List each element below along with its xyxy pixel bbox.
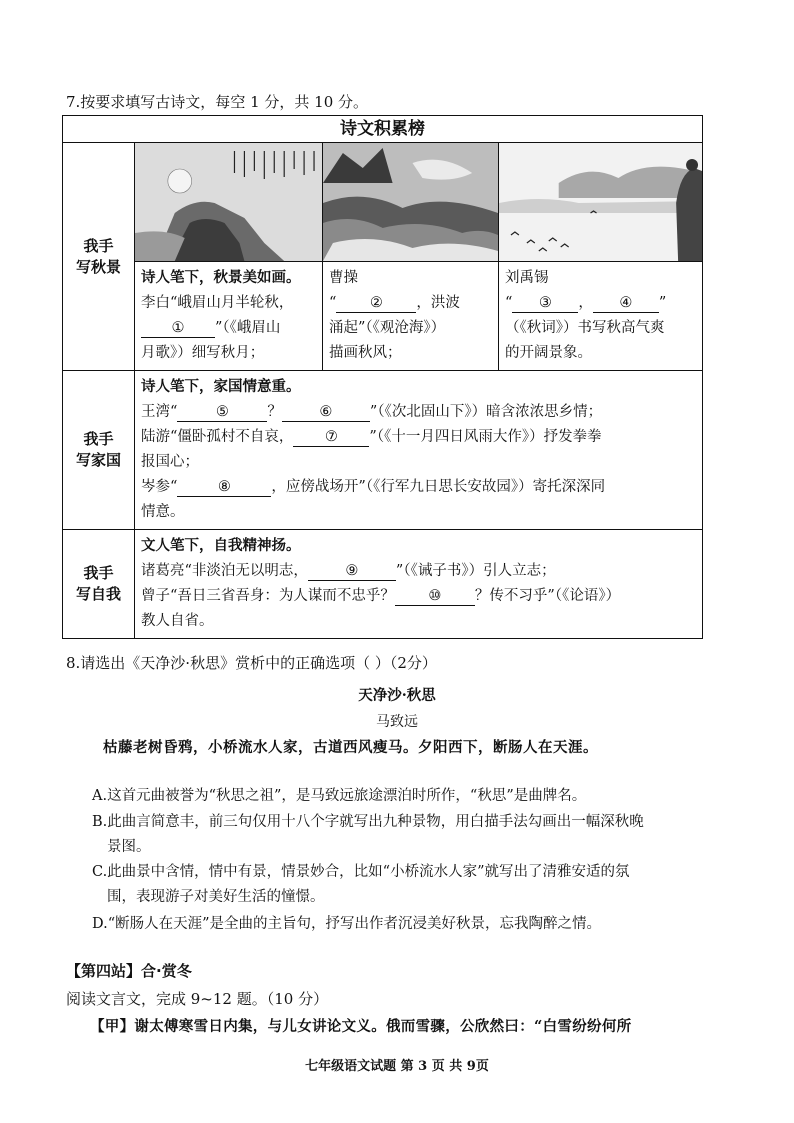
blank-10[interactable]: ⑩ <box>395 587 475 606</box>
poem-author: 马致远 <box>376 714 418 730</box>
autumn-cell-liuyuxi: 刘禹锡 “ ③ ， ④ ” （《秋词》）书写秋高气爽 的开阔景象。 <box>499 262 703 371</box>
option-d[interactable]: D.“断肠人在天涯”是全曲的主旨句，抒写出作者沉浸美好秋景，忘我陶醉之情。 <box>92 916 602 932</box>
row-label-country: 我手 写家国 <box>63 371 135 530</box>
blank-8[interactable]: ⑧ <box>177 478 271 497</box>
row-label-self: 我手 写自我 <box>63 530 135 639</box>
question-7-title: 7.按要求填写古诗文，每空 1 分，共 10 分。 <box>66 93 369 111</box>
blank-3[interactable]: ③ <box>512 294 578 313</box>
section-4-title: 【第四站】合·赏冬 <box>66 962 192 980</box>
option-c[interactable]: C.此曲景中含情，情中有景，情景妙合，比如“小桥流水人家”就写出了清雅安适的氛 围，表现游子对美好生活的憧憬。 <box>92 864 630 905</box>
table-header: 诗文积累榜 <box>63 116 703 143</box>
option-b[interactable]: B.此曲言简意丰，前三句仅用十八个字就写出九种景物，用白描手法勾画出一幅深秋晚 景图。 <box>92 814 644 855</box>
blank-1[interactable]: ① <box>141 319 215 338</box>
page-footer: 七年级语文试题 第 3 页 共 9页 <box>305 1059 489 1074</box>
self-cell: 文人笔下，自我精神扬。 诸葛亮“非淡泊无以明志， ⑨ ”（《诫子书》）引人立志； 曾子“吾日三省吾身：为人谋而不忠乎？ ⑩ ？传不习乎”（《论语》） 教人自省。 <box>135 530 703 639</box>
country-cell: 诗人笔下，家国情意重。 王湾“ ⑤ ？ ⑥ ”（《次北固山下》）暗含浓浓思乡情； 陆游“僵卧孤村不自哀， ⑦ ”（《十一月四日风雨大作》）抒发拳拳 报国心； 岑参“ ⑧ ，应傍战场开”（《行军九日思长安故园》）寄托深深同 情意。 <box>135 371 703 530</box>
blank-4[interactable]: ④ <box>593 294 659 313</box>
blank-6[interactable]: ⑥ <box>282 403 370 422</box>
blank-7[interactable]: ⑦ <box>293 428 369 447</box>
option-a[interactable]: A.这首元曲被誉为“秋思之祖”，是马致远旅途漂泊时所作，“秋思”是曲牌名。 <box>92 788 587 804</box>
poetry-table <box>62 115 703 639</box>
painting-moon-mountain <box>135 143 323 262</box>
autumn-cell-caocao: 曹操 “ ② ，洪波 涌起”（《观沧海》） 描画秋风； <box>323 262 499 371</box>
poem-text: 枯藤老树昏鸦，小桥流水人家，古道西风瘦马。夕阳西下，断肠人在天涯。 <box>103 739 598 756</box>
blank-5[interactable]: ⑤ <box>177 403 267 422</box>
painting-cranes-sky <box>499 143 703 262</box>
passage-jia: 【甲】谢太傅寒雪日内集，与儿女讲论文义。俄而雪骤，公欣然曰：“白雪纷纷何所 <box>90 1018 632 1035</box>
poem-title: 天净沙·秋思 <box>358 687 436 704</box>
reading-instruction: 阅读文言文，完成 9~12 题。（10 分） <box>66 990 329 1008</box>
blank-9[interactable]: ⑨ <box>308 562 396 581</box>
blank-2[interactable]: ② <box>336 294 416 313</box>
question-8-title: 8.请选出《天净沙·秋思》赏析中的正确选项（ ）（2分） <box>66 654 437 672</box>
painting-stormy-sea <box>323 143 499 262</box>
row-label-autumn: 我手 写秋景 <box>63 143 135 371</box>
autumn-cell-libai: 诗人笔下，秋景美如画。 李白“峨眉山月半轮秋， ① ”（《峨眉山 月歌》）细写秋月； <box>135 262 323 371</box>
